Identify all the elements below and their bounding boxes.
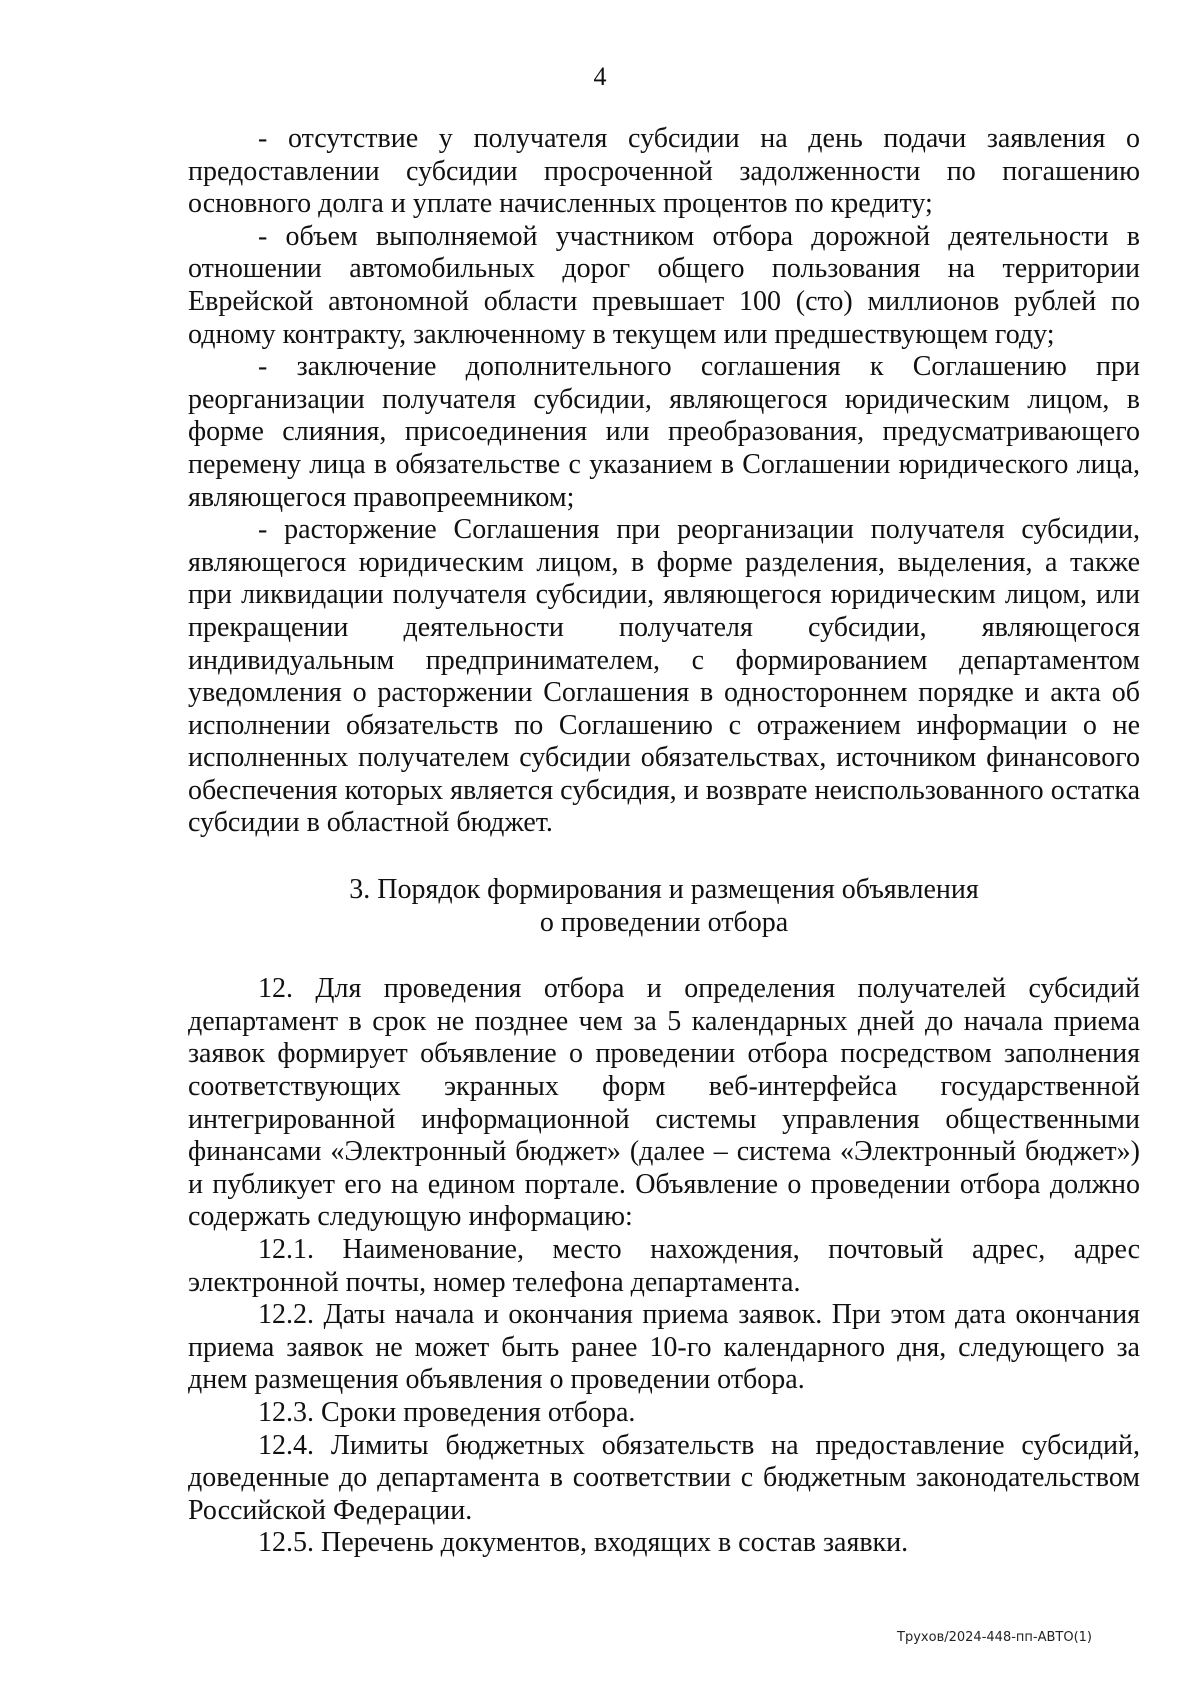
paragraph: 12.5. Перечень документов, входящих в состав заявки. xyxy=(258,1527,909,1559)
document-footer-code: Трухов/2024-448-пп-АВТО(1) xyxy=(897,1630,1092,1645)
paragraph: 12.3. Сроки проведения отбора. xyxy=(258,1396,636,1428)
paragraph: 12.1. Наименование, место нахождения, почтовый адрес, адрес электронной почты, номер телефона департамента. xyxy=(188,1234,1140,1298)
paragraph: - заключение дополнительного соглашения к Соглашению при реорганизации получателя субсидии, являющегося юридическим лицом, в форме слияния, присоединения или преобразования, предусматривающего перемену лица в обязательстве с указанием в Соглашении юридического лица, являющегося правопреемником; xyxy=(188,351,1140,513)
paragraph: 12.4. Лимиты бюджетных обязательств на предоставление субсидий, доведенные до департамента в соответствии с бюджетным законодательством Российской Федерации. xyxy=(188,1429,1140,1526)
section-heading xyxy=(188,874,1140,939)
section-heading-line: 3. Порядок формирования и размещения объявления xyxy=(349,874,979,906)
paragraph: - отсутствие у получателя субсидии на день подачи заявления о предоставлении субсидии просроченной задолженности по погашению основного долга и уплате начисленных процентов по кредиту; xyxy=(188,123,1140,220)
paragraph: - расторжение Соглашения при реорганизации получателя субсидии, являющегося юридическим лицом, в форме разделения, выделения, а также при ликвидации получателя субсидии, являющегося юридическим лицом, или прекращении деятельности получателя субсидии, являющегося индивидуальным предпринимателем, с формированием департаментом уведомления о расторжении Соглашения в одностороннем порядке и акта об исполнении обязательств по Соглашению с отражением информации о не исполненных получателем субсидии обязательствах, источником финансового обеспечения которых является субсидия, и возврате неиспользованного остатка субсидии в областной бюджет. xyxy=(188,514,1140,839)
paragraph: 12.2. Даты начала и окончания приема заявок. При этом дата окончания приема заявок не может быть ранее 10-го календарного дня, следующего за днем размещения объявления о проведении отбора. xyxy=(188,1299,1140,1396)
section-heading-line: о проведении отбора xyxy=(539,906,789,938)
page-number: 4 xyxy=(593,62,607,91)
document-body xyxy=(188,123,1140,1560)
paragraph: - объем выполняемой участником отбора дорожной деятельности в отношении автомобильных дорог общего пользования на территории Еврейской автономной области превышает 100 (сто) миллионов рублей по одному контракту, заключенному в текущем или предшествующем году; xyxy=(188,220,1140,350)
paragraph: 12. Для проведения отбора и определения получателей субсидий департамент в срок не позднее чем за 5 календарных дней до начала приема заявок формирует объявление о проведении отбора посредством заполнения соответствующих экранных форм веб-интерфейса государственной интегрированной информационной системы управления общественными финансами «Электронный бюджет» (далее – система «Электронный бюджет») и публикует его на едином портале. Объявление о проведении отбора должно содержать следующую информацию: xyxy=(188,973,1140,1233)
